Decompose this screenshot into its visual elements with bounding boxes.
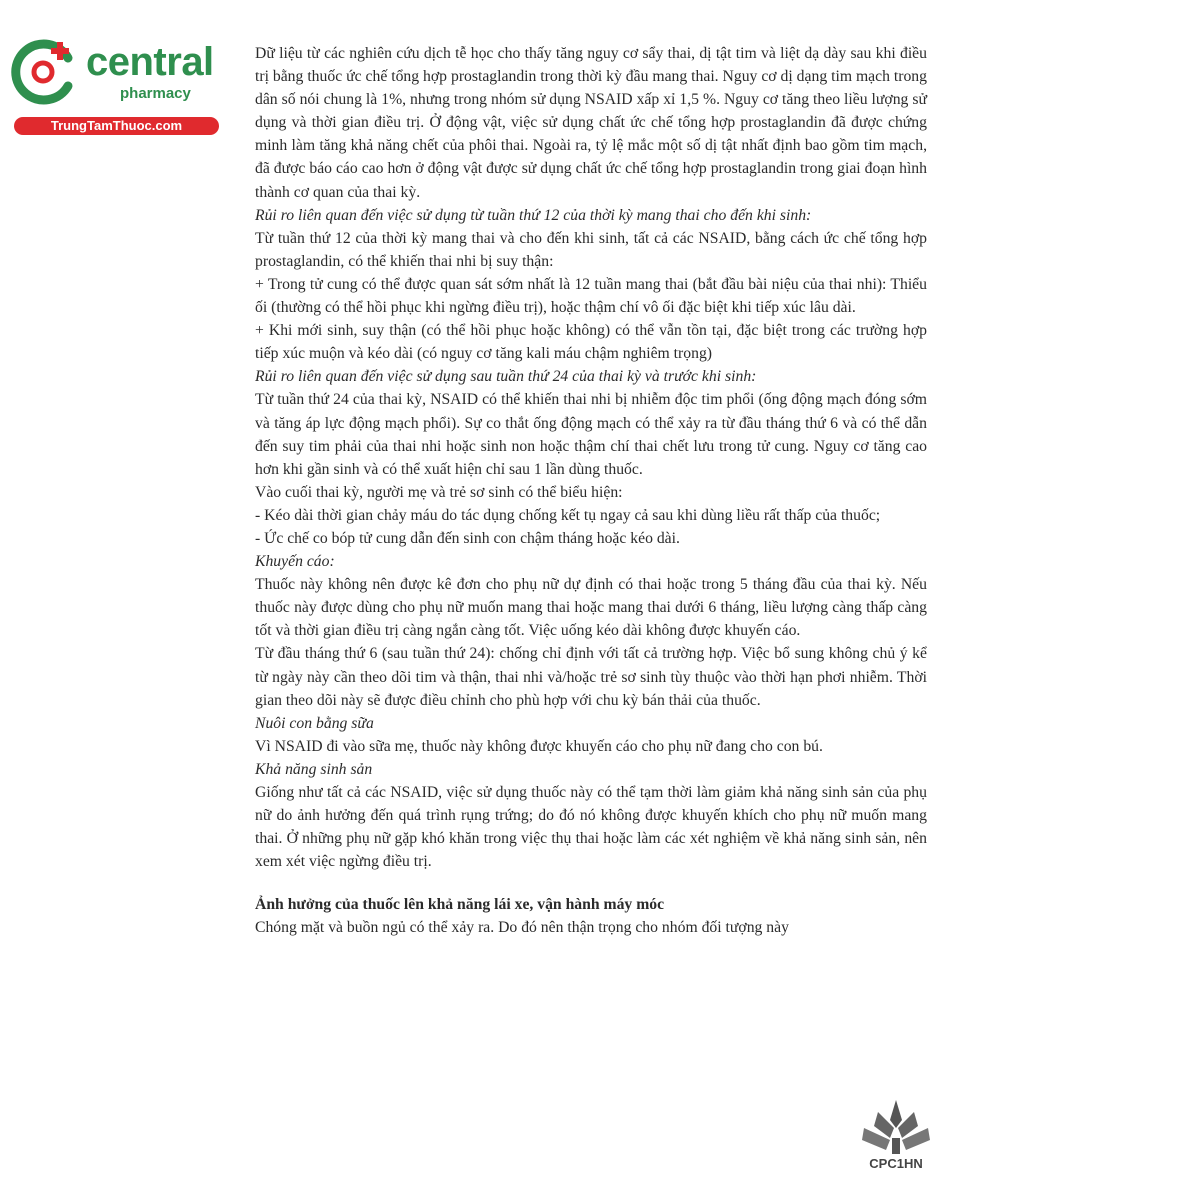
paragraph-at-birth: + Khi mới sinh, suy thận (có thể hồi phục hoặc không) có thể vẫn tồn tại, đặc biệt trong các trường hợp tiếp xúc muộn và kéo dài (có nguy cơ tăng kali máu chậm nghiêm trọng) [255,322,927,363]
paragraph-week-12: Từ tuần thứ 12 của thời kỳ mang thai và cho đến khi sinh, tất cả các NSAID, bằng cách ức chế tổng hợp prostaglandin, có thể khiến thai nhi bị suy thận: [255,229,927,270]
section-spacer [255,873,927,893]
heading-fertility: Khả năng sinh sản [255,760,373,778]
paragraph-driving: Chóng mặt và buồn ngủ có thể xảy ra. Do đó nên thận trọng cho nhóm đối tượng này [255,919,789,937]
document-body [255,42,927,940]
logo-wordmark: central [86,40,214,84]
paragraph-in-utero: + Trong tử cung có thể được quan sát sớm nhất là 12 tuần mang thai (bắt đầu bài niệu của thai nhi): Thiểu ối (thường có thể hồi phục khi ngừng điều trị), hoặc thậm chí vô ối đặc biệt khi tiếp xúc lâu dài. [255,275,927,317]
logo-url-badge: TrungTamThuoc.com [14,117,219,135]
heading-breastfeeding: Nuôi con bằng sữa [255,714,374,732]
paragraph-fertility: Giống như tất cả các NSAID, việc sử dụng thuốc này có thể tạm thời làm giảm khả năng sinh sản của phụ nữ do ảnh hưởng đến quá trình rụng trứng; do đó nó không được khuyến khích cho phụ nữ muốn mang thai. Ở những phụ nữ gặp khó khăn trong việc thụ thai hoặc làm các xét nghiệm về khả năng sinh sản, nên xem xét việc ngừng điều trị. [255,784,927,871]
paragraph-contraindication: Từ đầu tháng thứ 6 (sau tuần thứ 24): chống chỉ định với tất cả trường hợp. Việc bổ sung không chủ ý kể từ ngày này cần theo dõi tim và thận, thai nhi và/hoặc trẻ sơ sinh tùy thuộc vào thời hạn phơi nhiễm. Thời gian theo dõi này sẽ được điều chỉnh cho phù hợp với chu kỳ bán thải của thuốc. [255,645,927,709]
list-item-uterine: - Ức chế co bóp tử cung dẫn đến sinh con chậm tháng hoặc kéo dài. [255,529,680,547]
heading-recommendation: Khuyến cáo: [255,553,335,571]
paragraph-breastfeeding: Vì NSAID đi vào sữa mẹ, thuốc này không được khuyến cáo cho phụ nữ đang cho con bú. [255,737,823,755]
lotus-icon [856,1098,936,1156]
heading-week-12-risk: Rủi ro liên quan đến việc sử dụng từ tuần thứ 12 của thời kỳ mang thai cho đến khi sinh: [255,206,812,224]
paragraph-week-24: Từ tuần thứ 24 của thai kỳ, NSAID có thể khiến thai nhi bị nhiễm độc tim phổi (ống động mạch đóng sớm và tăng áp lực động mạch phổi). Sự co thắt ống động mạch có thể xảy ra từ đầu tháng thứ 6 và có thể dẫn đến suy tim phải của thai nhi hoặc sinh non hoặc thậm chí thai chết lưu trong tử cung. Nguy cơ tăng cao hơn khi gần sinh và có thể xuất hiện chỉ sau 1 lần dùng thuốc. [255,391,927,478]
cpc1hn-text: CPC1HN [869,1156,923,1171]
paragraph-epidemiology: Dữ liệu từ các nghiên cứu dịch tễ học cho thấy tăng nguy cơ sẩy thai, dị tật tim và liệt dạ dày sau khi điều trị bằng thuốc ức chế tổng hợp prostaglandin trong thời kỳ đầu mang thai. Nguy cơ dị dạng tim mạch trong dân số nói chung là 1%, nhưng trong nhóm sử dụng NSAID xấp xỉ 1,5 %. Nguy cơ tăng theo liều lượng sử dụng và thời gian điều trị. Ở động vật, việc sử dụng chất ức chế tổng hợp prostaglandin đã được chứng minh làm tăng khả năng chết của phôi thai. Ngoài ra, tỷ lệ mắc một số dị tật nhất định bao gồm tim mạch, đã được báo cáo cao hơn ở động vật được sử dụng chất ức chế tổng hợp prostaglandin trong giai đoạn hình thành cơ quan của thai kỳ. [255,45,927,201]
paragraph-late-pregnancy: Vào cuối thai kỳ, người mẹ và trẻ sơ sinh có thể biểu hiện: [255,483,623,501]
logo-subtitle: pharmacy [120,85,191,102]
heading-driving: Ảnh hưởng của thuốc lên khả năng lái xe, vận hành máy móc [255,896,665,914]
paragraph-recommendation: Thuốc này không nên được kê đơn cho phụ nữ dự định có thai hoặc trong 5 tháng đầu của thai kỳ. Nếu thuốc này được dùng cho phụ nữ muốn mang thai hoặc mang thai dưới 6 tháng, liều lượng càng thấp càng tốt và thời gian điều trị càng ngắn càng tốt. Việc uống kéo dài không được khuyến cáo. [255,576,927,640]
pharmacy-logo-icon [10,36,80,106]
heading-week-24-risk: Rủi ro liên quan đến việc sử dụng sau tuần thứ 24 của thai kỳ và trước khi sinh: [255,368,757,386]
central-pharmacy-logo [10,36,215,136]
list-item-bleeding: - Kéo dài thời gian chảy máu do tác dụng chống kết tụ ngay cả sau khi dùng liều rất thấp của thuốc; [255,506,881,524]
cpc1hn-logo [856,1098,936,1176]
